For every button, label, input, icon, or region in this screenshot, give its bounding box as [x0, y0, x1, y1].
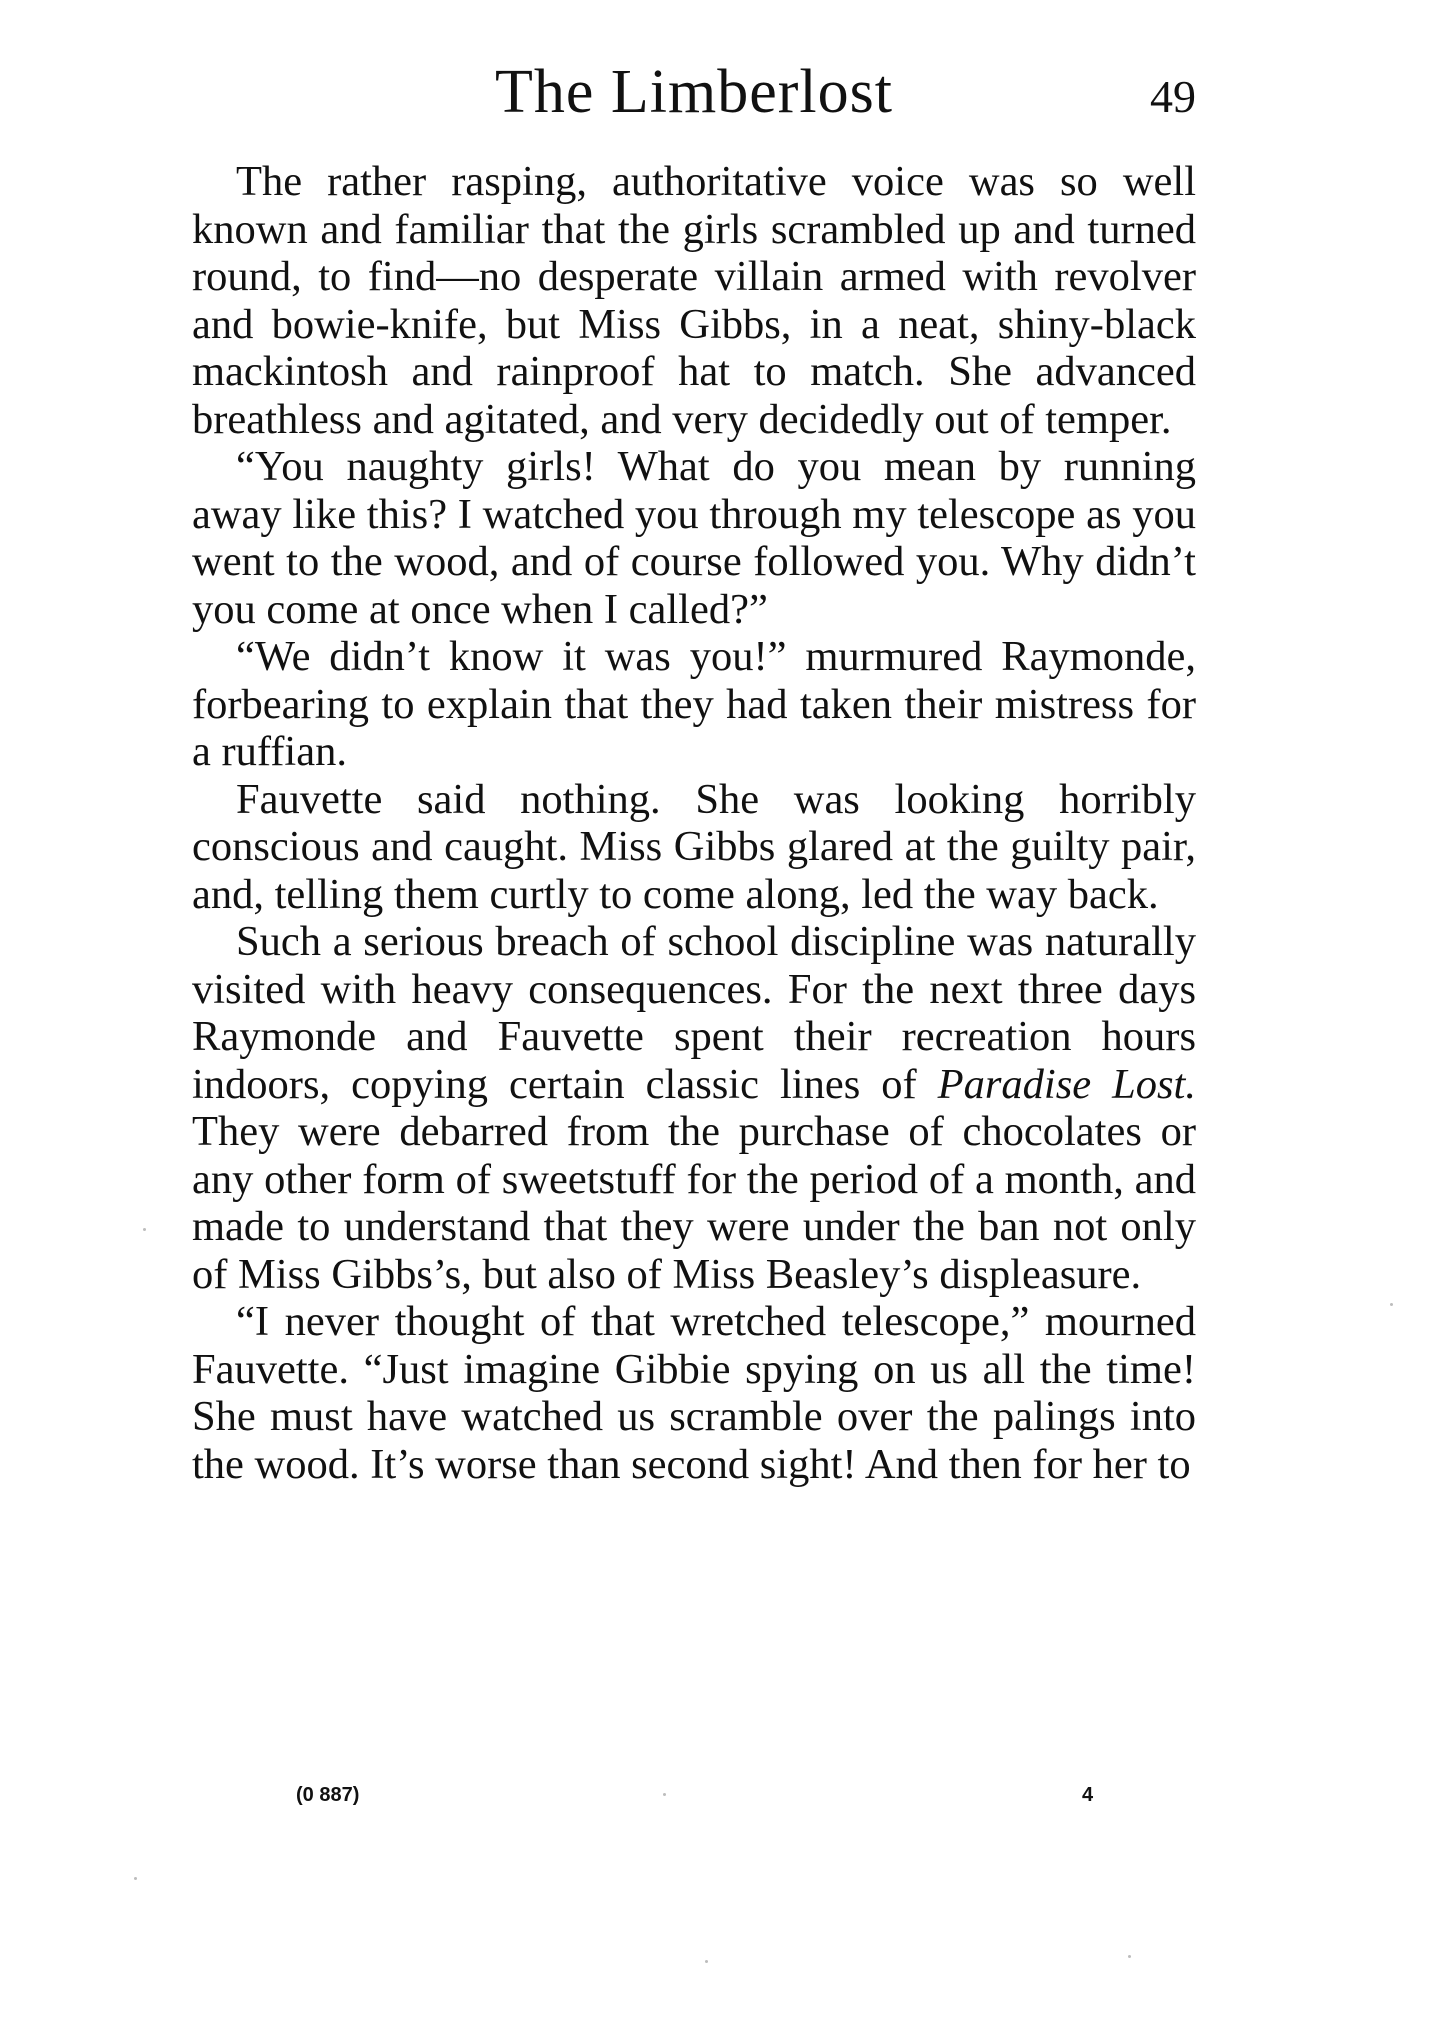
- paragraph-text: They were debarred from the purchase of chocolates or any other form of sweetstuff for the period of a month, and made to understand that they were under the ban not only of Miss Gibbs’s, but also of Miss Beasley’s displeasure.: [192, 1108, 1196, 1298]
- paper-speck: [705, 1960, 708, 1963]
- paragraph-text: Such a serious breach of school discipline was naturally visited with heavy consequences. For the next three days Raymonde and Fauvette spent their recreation hours indoors, copying certain classic lines of: [192, 918, 1196, 1108]
- paper-speck: [1128, 1955, 1131, 1958]
- paragraph: “You naughty girls! What do you mean by running away like this? I watched you through my telescope as you went to the wood, and of course followed you. Why didn’t you come at once when I called?”: [192, 443, 1196, 633]
- paper-speck: [663, 1793, 666, 1796]
- paper-speck: [143, 1228, 146, 1231]
- body-text: [192, 158, 1196, 1488]
- page-footer: [192, 1780, 1196, 1810]
- paragraph: [192, 918, 1196, 1298]
- paper-speck: [1390, 1303, 1393, 1306]
- printer-signature-code: (0 887): [296, 1784, 360, 1806]
- paragraph: The rather rasping, authoritative voice was so well known and familiar that the girls scrambled up and turned round, to find—no desperate villain armed with revolver and bowie-knife, but Miss Gibbs, in a neat, shiny-black mackintosh and rainproof hat to match. She advanced breathless and agitated, and very decidedly out of temper.: [192, 158, 1196, 443]
- paragraph: Fauvette said nothing. She was looking horribly conscious and caught. Miss Gibbs glared at the guilty pair, and, telling them curtly to come along, led the way back.: [192, 775, 1196, 918]
- paragraph: “We didn’t know it was you!” murmured Raymonde, forbearing to explain that they had taken their mistress for a ruffian.: [192, 633, 1196, 775]
- paper-speck: [134, 1877, 137, 1880]
- page-number: 49: [1150, 71, 1196, 122]
- paragraph: “I never thought of that wretched telescope,” mourned Fauvette. “Just imagine Gibbie spying on us all the time! She must have watched us scramble over the palings into the wood. It’s worse than second sight! And then for her to: [192, 1298, 1196, 1488]
- running-head: [192, 52, 1196, 132]
- book-title: Paradise Lost.: [937, 1060, 1196, 1108]
- gathering-signature-mark: 4: [1082, 1784, 1094, 1806]
- running-title: The Limberlost: [495, 58, 893, 126]
